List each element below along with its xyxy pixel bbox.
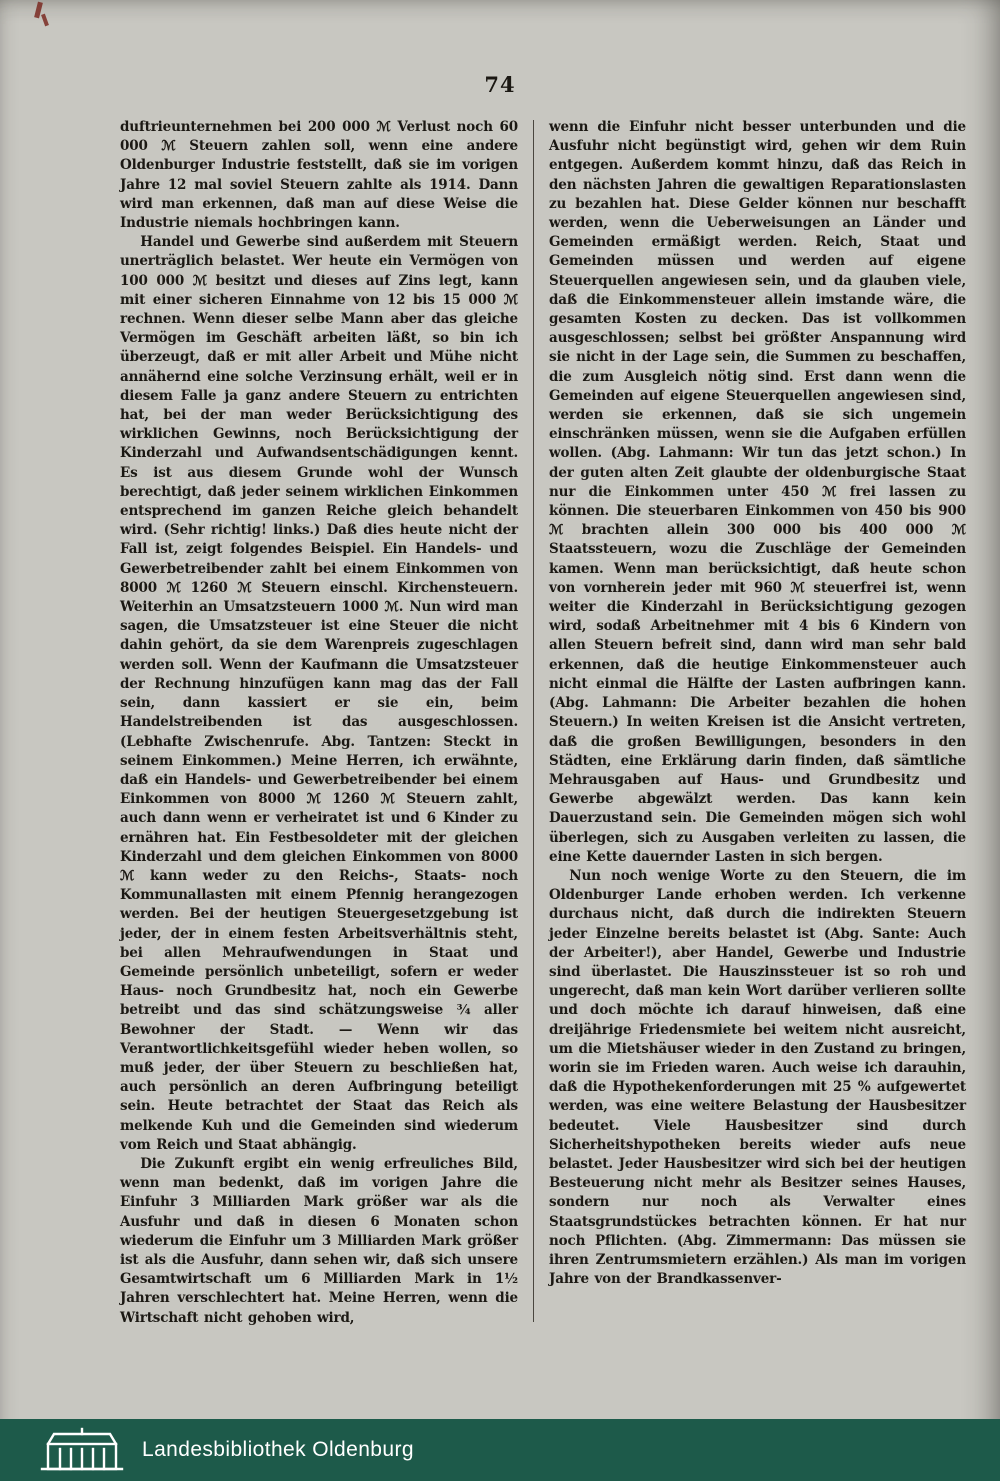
paragraph: duftrieunternehmen bei 200 000 ℳ Verlust noch 60 000 ℳ Steuern zahlen soll, wenn eine andere Oldenburger Industrie feststellt, daß sie im vorigen Jahre 12 mal soviel Steuern zahlte als 1914. Dann wird man erkennen, daß man auf diese Weise die Industrie niemals hochbringen kann. xyxy=(120,119,518,232)
column-divider-rule xyxy=(533,120,534,1322)
library-name: Landesbibliothek Oldenburg xyxy=(142,1438,414,1461)
paragraph: Nun noch wenige Worte zu den Steuern, die im Oldenburger Lande erhoben werden. Ich verkenne durchaus nicht, daß durch die indirekten Steuern jeder Einzelne bereits belastet ist (Abg. Sante: Auch der Arbeiter!), aber Handel, Gewerbe und Industrie sind überlastet. Die Hauszinssteuer ist so roh und ungerecht, daß man kein Wort darüber verlieren sollte und doch möchte ich darauf hinweisen, daß eine dreijährige Friedensmiete bei weitem nicht ausreicht, um die Mietshäuser wieder in den Zustand zu bringen, worin sie im Frieden waren. Auch weise ich darauhin, daß die Hypothekenforderungen mit 25 % aufgewertet werden, was eine weitere Belastung der Hausbesitzer bedeutet. Viele Hausbesitzer sind durch Sicherheitshypotheken bereits wieder aufs neue belastet. Jeder Hausbesitzer wird sich bei der heutigen Besteuerung nicht mehr als Besitzer seines Hauses, sondern nur noch als Verwalter eines Staatsgrundstückes betrachten können. Er hat nur noch Pflichten. (Abg. Zimmermann: Das müssen sie ihren Zentrumsmietern erzählen.) Als man im vorigen Jahre von der Brandkassenver- xyxy=(549,867,966,1288)
right-column xyxy=(549,118,966,1328)
library-building-icon xyxy=(38,1427,126,1473)
page-number: 74 xyxy=(484,72,516,97)
text-columns xyxy=(120,118,966,1328)
paragraph: Handel und Gewerbe sind außerdem mit Steuern unerträglich belastet. Wer heute ein Vermögen von 100 000 ℳ besitzt und dieses auf Zins legt, kann mit einer sicheren Einnahme von 12 bis 15 000 ℳ rechnen. Wenn dieser selbe Mann aber das gleiche Vermögen im Geschäft arbeiten läßt, so bin ich überzeugt, daß er mit aller Arbeit und Mühe nicht annähernd eine solche Verzinsung erhält, weil er in diesem Falle ja ganz andere Steuern zu entrichten hat, bei der man weder Berücksichtigung des wirklichen Gewinns, noch Berücksichtigung der Kinderzahl und Aufwandsentschädigungen kennt. Es ist aus diesem Grunde wohl der Wunsch berechtigt, daß jeder seinem wirklichen Einkommen entsprechend im ganzen Reiche gleich behandelt wird. (Sehr richtig! links.) Daß dies heute nicht der Fall ist, zeigt folgendes Beispiel. Ein Handels- und Gewerbetreibender zahlt bei einem Einkommen von 8000 ℳ 1260 ℳ Steuern einschl. Kirchensteuern. Weiterhin an Umsatzsteuern 1000 ℳ. Nun wird man sagen, die Umsatzsteuer ist eine Steuer die nicht dahin gehört, da sie dem Warenpreis zugeschlagen werden soll. Wenn der Kaufmann die Umsatzsteuer der Rechnung hinzufügen kann mag das der Fall sein, dann kassiert er sie ein, beim Handelstreibenden ist das ausgeschlossen. (Lebhafte Zwischenrufe. Abg. Tantzen: Steckt in seinem Einkommen.) Meine Herren, ich erwähnte, daß ein Handels- und Gewerbetreibender bei einem Einkommen von 8000 ℳ 1260 ℳ Steuern zahlt, auch dann wenn er verheiratet ist und 6 Kinder zu ernähren hat. Ein Festbesoldeter mit der gleichen Kinderzahl und dem gleichen Einkommen von 8000 ℳ kann weder zu den Reichs-, Staats- noch Kommunallasten mit einem Pfennig herangezogen werden. Bei der heutigen Steuergesetzgebung ist jeder, der in einem festen Arbeitsverhältnis steht, bei allen Mehraufwendungen in Staat und Gemeinde persönlich unbeteiligt, sofern er weder Haus- noch Grundbesitz hat, noch ein Gewerbe betreibt und das sind schätzungsweise ¾ aller Bewohner der Stadt. — Wenn wir das Verantwortlichkeitsgefühl wieder heben wollen, so muß jeder, der über Steuern zu beschließen hat, auch persönlich an deren Aufbringung beteiligt sein. Heute betrachtet der Staat das Reich als melkende Kuh und die Gemeinden sind wiederum vom Reich und Staat abhängig. xyxy=(120,234,518,1153)
library-footer-bar xyxy=(0,1419,1000,1481)
scan-artifact-mark xyxy=(41,14,49,27)
left-column xyxy=(120,118,518,1328)
paragraph: wenn die Einfuhr nicht besser unterbunden und die Ausfuhr nicht begünstigt wird, gehen wir dem Ruin entgegen. Außerdem kommt hinzu, daß das Reich in den nächsten Jahren die gewaltigen Reparationslasten zu bezahlen hat. Diese Gelder können nur beschafft werden, wenn die Ueberweisungen an Länder und Gemeinden ermäßigt werden. Reich, Staat und Gemeinden müssen und werden auf eigene Steuerquellen angewiesen sein, und da glauben viele, daß die Einkommensteuer allein imstande wäre, die gesamten Kosten zu decken. Das ist vollkommen ausgeschlossen; selbst bei größter Anspannung wird sie nicht in der Lage sein, die Summen zu beschaffen, die zum Ausgleich nötig sind. Erst dann wenn die Gemeinden auf eigene Steuerquellen angewiesen sind, werden sie erkennen, daß sie sich ungemein einschränken müssen, wenn sie die Aufgaben erfüllen wollen. (Abg. Lahmann: Wir tun das jetzt schon.) In der guten alten Zeit glaubte der oldenburgische Staat nur die Einkommen unter 450 ℳ frei lassen zu können. Die steuerbaren Einkommen von 450 bis 900 ℳ brachten allein 300 000 bis 400 000 ℳ Staatssteuern, wozu die Zuschläge der Gemeinden kamen. Wenn man berücksichtigt, daß heute schon von vornherein jeder mit 960 ℳ steuerfrei ist, wenn weiter die Kinderzahl in Berücksichtigung gezogen wird, sodaß Arbeitnehmer mit 4 bis 6 Kindern von allen Steuern befreit sind, dann wird man sehr bald erkennen, daß die heutige Einkommensteuer auch nicht einmal die Hälfte der Lasten aufbringen kann. (Abg. Lahmann: Die Arbeiter bezahlen die hohen Steuern.) In weiten Kreisen ist die Ansicht vertreten, daß die großen Bewilligungen, besonders in den Städten, eine Erklärung darin finden, daß sämtliche Mehrausgaben auf Haus- und Grundbesitz und Gewerbe abgewälzt werden. Das kann kein Dauerzustand sein. Die Gemeinden mögen sich wohl überlegen, sich zu Ausgaben verleiten zu lassen, die eine Kette dauernder Lasten in sich bergen. xyxy=(549,119,966,865)
paragraph: Die Zukunft ergibt ein wenig erfreuliches Bild, wenn man bedenkt, daß im vorigen Jahre die Einfuhr 3 Milliarden Mark größer war als die Ausfuhr und daß in diesen 6 Monaten schon wiederum die Einfuhr um 3 Milliarden Mark größer ist als die Ausfuhr, dann sehen wir, daß sich unsere Gesamtwirtschaft um 6 Milliarden Mark in 1½ Jahren verschlechtert hat. Meine Herren, wenn die Wirtschaft nicht gehoben wird, xyxy=(120,1155,518,1326)
